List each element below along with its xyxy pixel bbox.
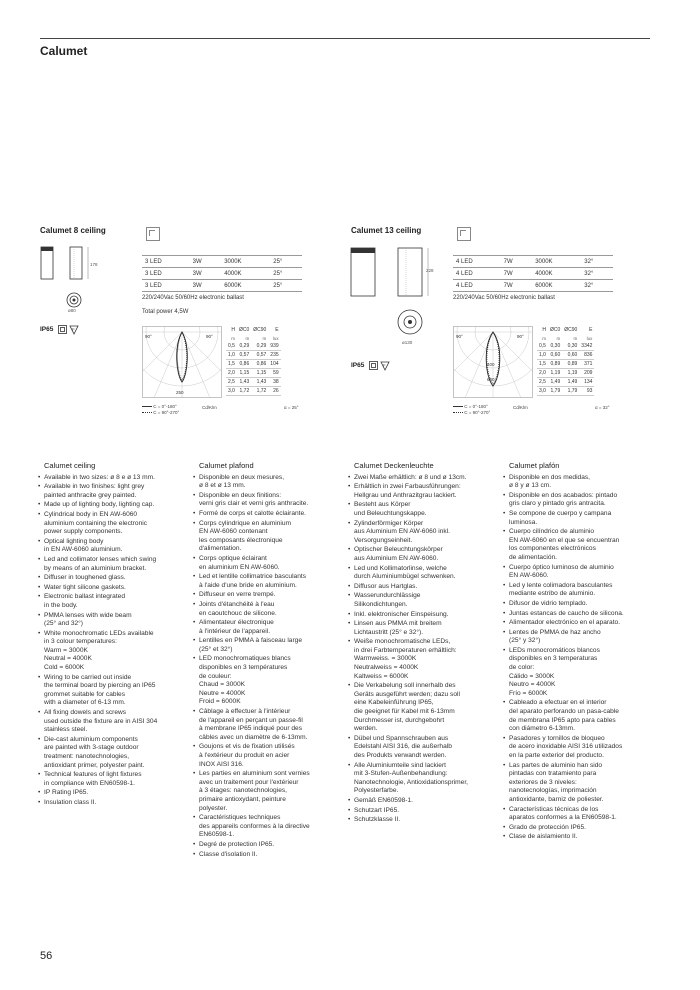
polar-label-right: 90° bbox=[517, 334, 524, 339]
feature-item: • Formé de corps et calotte éclairante. bbox=[193, 510, 333, 519]
photometric-units bbox=[537, 334, 594, 342]
photometric-row bbox=[537, 360, 594, 369]
photometric-row bbox=[537, 351, 594, 360]
feature-item: • Optical lighting body in EN AW-6060 aluminium. bbox=[38, 538, 178, 555]
spec-cell: 3000K bbox=[221, 256, 270, 268]
feature-item: • Available in two finishes: light grey painted anthracite grey painted. bbox=[38, 483, 178, 500]
feature-item: • All fixing dowels and screws used outside the fixture are in AISI 304 stainless steel. bbox=[38, 709, 178, 735]
product-title-8: Calumet 8 ceiling bbox=[40, 226, 106, 235]
feature-item: • Schutzklasse II. bbox=[348, 816, 488, 825]
photometric-row bbox=[226, 378, 281, 387]
photo-cell: 1,0 bbox=[539, 352, 546, 358]
polar-label-right: 90° bbox=[206, 334, 213, 339]
feature-item: • Disponible en dos acabados: pintado gris claro y pintado gris antracita. bbox=[503, 492, 643, 509]
feature-item: • Cableado a efectuar en el interior del aparato perforando un pasa-cable de membrana IP65 apto para cables con diámetro 6-13mm. bbox=[503, 699, 643, 733]
feature-item: • Inkl. elektronischer Einspeisung. bbox=[348, 611, 488, 620]
spec-cell: 7W bbox=[501, 268, 533, 280]
photometric-row bbox=[226, 387, 281, 396]
photo-cell: 371 bbox=[579, 360, 594, 369]
cd-label-8: Cd/Klm bbox=[202, 405, 217, 410]
feature-list bbox=[348, 474, 488, 825]
photo-cell: 26 bbox=[268, 387, 280, 396]
beam-angle-13: α = 32° bbox=[595, 405, 610, 410]
feature-item: • Lentes de PMMA de haz ancho (25° y 32°) bbox=[503, 629, 643, 646]
spec-cell: 6000K bbox=[532, 280, 581, 292]
polar-scale-label: 250 bbox=[176, 390, 184, 395]
column-title: Calumet ceiling bbox=[44, 461, 96, 470]
feature-item: • Erhältlich in zwei Farbausführungen: Hellgrau und Anthrazitgrau lackiert. bbox=[348, 483, 488, 500]
photo-cell: 0,29 bbox=[251, 342, 268, 351]
photo-cell: 1,49 bbox=[562, 378, 579, 387]
svg-text:F: F bbox=[383, 362, 386, 368]
feature-item: • LEDs monocromáticos blancos disponibles en 3 temperaturas de color: Cálido = 3000K Neutro = 4000K Frío = 6000K bbox=[503, 647, 643, 699]
feature-list bbox=[503, 474, 643, 842]
header-cell: H bbox=[542, 327, 546, 333]
feature-item: • Grado de protección IP65. bbox=[503, 824, 643, 833]
ip-rating-13: IP65 bbox=[351, 362, 365, 369]
feature-item: • Joints d'étanchéité à l'eau en caoutchouc de silicone. bbox=[193, 601, 333, 618]
feature-item: • Pasadores y tornillos de bloqueo de acero inoxidable AISI 316 utilizados en la parte exterior del producto. bbox=[503, 735, 643, 761]
photometric-header bbox=[226, 326, 281, 334]
photo-cell: 3342 bbox=[581, 343, 593, 349]
polar-curve-8 bbox=[142, 326, 222, 398]
feature-item: • Water tight silicone gaskets. bbox=[38, 584, 178, 593]
photo-cell: 1,43 bbox=[251, 378, 268, 387]
photo-cell: 0,60 bbox=[548, 351, 562, 360]
feature-item: • Degré de protection IP65. bbox=[193, 841, 333, 850]
unit-cell: lux bbox=[586, 335, 593, 341]
spec-cell: 25° bbox=[270, 268, 302, 280]
photo-cell: 1,15 bbox=[237, 369, 251, 378]
diameter-dimension: ø80 bbox=[68, 308, 76, 313]
column-title: Calumet Deckenleuchte bbox=[354, 461, 434, 470]
spec-cell: 3W bbox=[190, 256, 222, 268]
polar-scale-label: 600 bbox=[487, 377, 495, 382]
feature-item: • Dübel und Spannschrauben aus Edelstahl AISI 316, die außerhalb des Produkts verwandt werden. bbox=[348, 735, 488, 761]
feature-item: • Cylindrical body in EN AW-6060 aluminium containing the electronic power supply components. bbox=[38, 511, 178, 537]
spec-cell: 4 LED bbox=[453, 280, 501, 292]
height-dimension: 178 bbox=[90, 262, 98, 267]
feature-item: • Se compone de cuerpo y campana luminosa. bbox=[503, 510, 643, 527]
feature-list bbox=[38, 474, 178, 808]
photo-cell: 0,29 bbox=[237, 342, 251, 351]
unit-cell: m bbox=[542, 335, 546, 341]
spec-cell: 3W bbox=[190, 268, 222, 280]
height-dimension: 228 bbox=[426, 268, 434, 273]
photo-cell: 0,57 bbox=[251, 351, 268, 360]
photo-cell: 2,5 bbox=[539, 379, 546, 385]
feature-item: • Die Verkabelung soll innerhalb des Geräts ausgeführt werden; dazu soll eine Kabeleinführung IP65, die geeignet für Kabel mit 6-13mm Durchmesser ist, durchgebohrt werden. bbox=[348, 682, 488, 734]
photo-cell: 1,19 bbox=[548, 369, 562, 378]
polar-label-left: 90° bbox=[145, 334, 152, 339]
photo-cell: 1,15 bbox=[251, 369, 268, 378]
ceiling-mount-icon bbox=[457, 227, 471, 241]
feature-item: • Características técnicas de los aparatos conformes a la EN60598-1. bbox=[503, 806, 643, 823]
feature-item: • IP Rating IP65. bbox=[38, 789, 178, 798]
column-title: Calumet plafond bbox=[199, 461, 254, 470]
feature-item: • Alimentador electrónico en el aparato. bbox=[503, 619, 643, 628]
spec-cell: 32° bbox=[581, 280, 613, 292]
feature-item: • Caractéristiques techniques des appareils conformes à la directive EN60598-1. bbox=[193, 814, 333, 840]
spec-row bbox=[453, 280, 613, 292]
product-title-13: Calumet 13 ceiling bbox=[351, 226, 422, 235]
spec-cell: 6000K bbox=[221, 280, 270, 292]
feature-item: • Schutzart IP65. bbox=[348, 807, 488, 816]
feature-item: • Clase de aislamiento II. bbox=[503, 833, 643, 842]
photometric-row bbox=[226, 351, 281, 360]
photo-cell: 3,0 bbox=[228, 388, 235, 394]
spec-cell: 3 LED bbox=[142, 280, 190, 292]
feature-item: • Electronic ballast integrated in the body. bbox=[38, 593, 178, 610]
feature-item: • White monochromatic LEDs available in 3 colour temperatures: Warm = 3000K Neutral = 4000K Cold = 6000K bbox=[38, 630, 178, 673]
spec-table-13 bbox=[453, 255, 613, 292]
total-power-note: Total power 4,5W bbox=[142, 309, 189, 315]
photo-cell: 0,86 bbox=[251, 360, 268, 369]
photo-cell: 2,5 bbox=[228, 379, 235, 385]
legend-8 bbox=[142, 404, 179, 416]
feature-item: • Disponible en deux mesures, ø 8 et ø 13 mm. bbox=[193, 474, 333, 491]
photometric-row bbox=[226, 342, 281, 351]
feature-list bbox=[193, 474, 333, 860]
feature-item: • Disponible en deux finitions: verni gris clair et verni gris anthracite. bbox=[193, 492, 333, 509]
unit-cell: m bbox=[245, 335, 250, 341]
feature-item: • Cuerpo óptico luminoso de aluminio EN AW-6060. bbox=[503, 564, 643, 581]
header-cell: E bbox=[589, 327, 593, 333]
photo-cell: 235 bbox=[270, 352, 279, 358]
spec-table-8 bbox=[142, 255, 302, 292]
photo-cell: 0,89 bbox=[548, 360, 562, 369]
feature-item: • Optischer Beleuchtungskörper aus Aluminium EN AW-6060. bbox=[348, 546, 488, 563]
photo-cell: 939 bbox=[270, 343, 279, 349]
spec-cell: 32° bbox=[581, 268, 613, 280]
feature-item: • PMMA lenses with wide beam (25° and 32°) bbox=[38, 612, 178, 629]
unit-cell: m bbox=[262, 335, 267, 341]
photo-cell: 0,57 bbox=[237, 351, 251, 360]
header-cell: E bbox=[275, 327, 279, 333]
feature-item: • Classe d'isolation II. bbox=[193, 851, 333, 860]
column-title: Calumet plafón bbox=[509, 461, 560, 470]
photo-cell: 38 bbox=[268, 378, 280, 387]
legend-dotted: C = 90°-270° bbox=[464, 410, 491, 415]
photometric-row bbox=[537, 342, 594, 351]
polar-curve-13 bbox=[453, 326, 533, 398]
photo-cell: 2,0 bbox=[228, 370, 235, 376]
feature-item: • Alimentateur électronique à l'intérieur de l'appareil. bbox=[193, 619, 333, 636]
spec-cell: 3W bbox=[190, 280, 222, 292]
photo-cell: 1,5 bbox=[228, 361, 235, 367]
photo-cell: 59 bbox=[268, 369, 280, 378]
column-english bbox=[38, 462, 178, 809]
feature-item: • Zylinderförmiger Körper aus Aluminium EN AW-6060 inkl. Versorgungseinheit. bbox=[348, 520, 488, 546]
feature-item: • Led y lente colimadora basculantes mediante estribo de aluminio. bbox=[503, 582, 643, 599]
feature-item: • Les parties en aluminium sont vernies avec un traitement pour l'extérieur à 3 étages: nanotechnologies, primaire antioxydant, peinture polyester. bbox=[193, 770, 333, 813]
spec-cell: 32° bbox=[581, 256, 613, 268]
column-french bbox=[193, 462, 333, 860]
page-title: Calumet bbox=[40, 44, 88, 58]
ip-rating-8: IP65 bbox=[40, 326, 54, 333]
photometric-table-8 bbox=[226, 326, 281, 396]
column-spanish bbox=[503, 462, 643, 843]
legend-solid: C = 0°-180° bbox=[153, 404, 177, 409]
spec-row bbox=[453, 256, 613, 268]
feature-item: • Lentilles en PMMA à faisceau large (25° et 32°) bbox=[193, 637, 333, 654]
feature-item: • Made up of lighting body, lighting cap. bbox=[38, 501, 178, 510]
feature-item: • Led and collimator lenses which swing by means of an aluminium bracket. bbox=[38, 556, 178, 573]
feature-item: • Cuerpo cilíndrico de aluminio EN AW-6060 en el que se encuentran los componentes electrónicos de alimentación. bbox=[503, 528, 643, 562]
spec-cell: 25° bbox=[270, 280, 302, 292]
feature-item: • Insulation class II. bbox=[38, 799, 178, 808]
photo-cell: 1,19 bbox=[562, 369, 579, 378]
photo-cell: 0,89 bbox=[562, 360, 579, 369]
feature-item: • Led et lentille collimatrice basculants à l'aide d'une bride en aluminium. bbox=[193, 573, 333, 590]
unit-cell: lux bbox=[272, 335, 279, 341]
feature-item: • Besteht aus Körper und Beleuchtungskappe. bbox=[348, 501, 488, 518]
feature-item: • Die-cast aluminium components are painted with 3-stage outdoor treatment: nanotechnologies, antioxidant primer, polyester paint. bbox=[38, 736, 178, 770]
feature-item: • Zwei Maße erhältlich: ø 8 und ø 13cm. bbox=[348, 474, 488, 483]
feature-item: • Technical features of light fixtures in compliance with EN60598-1. bbox=[38, 771, 178, 788]
unit-cell: m bbox=[231, 335, 235, 341]
feature-item: • Juntas estancas de caucho de silicona. bbox=[503, 610, 643, 619]
spec-row bbox=[142, 256, 302, 268]
feature-item: • Gemäß EN60598-1. bbox=[348, 797, 488, 806]
ballast-note-8: 220/240Vac 50/60Hz electronic ballast bbox=[142, 295, 244, 301]
photo-cell: 0,30 bbox=[548, 342, 562, 351]
feature-item: • Diffusor aus Hartglas. bbox=[348, 583, 488, 592]
header-cell: H bbox=[231, 327, 235, 333]
ballast-note-13: 220/240Vac 50/60Hz electronic ballast bbox=[453, 295, 555, 301]
feature-item: • Corps optique éclairant en aluminium EN AW-6060. bbox=[193, 555, 333, 572]
spec-row bbox=[142, 280, 302, 292]
photo-cell: 1,5 bbox=[539, 361, 546, 367]
photo-cell: 0,86 bbox=[237, 360, 251, 369]
page-number: 56 bbox=[40, 950, 53, 962]
photo-cell: 104 bbox=[270, 361, 279, 367]
spec-cell: 3 LED bbox=[142, 256, 190, 268]
feature-item: • Led und Kollimatorlinse, welche durch Aluminiumbügel schwenken. bbox=[348, 565, 488, 582]
photo-cell: 0,5 bbox=[228, 343, 235, 349]
feature-item: • Linsen aus PMMA mit breitem Lichtaustritt (25° e 32°). bbox=[348, 620, 488, 637]
diameter-dimension: ø130 bbox=[402, 340, 413, 345]
feature-item: • Alle Aluminiumteile sind lackiert mit 3-Stufen-Außenbehandlung: Nanotechnologie, Antioxidationsprimer, Polyesterfarbe. bbox=[348, 762, 488, 796]
photo-cell: 1,79 bbox=[548, 387, 562, 396]
photo-cell: 836 bbox=[579, 351, 594, 360]
photometric-table-13 bbox=[537, 326, 594, 396]
column-german bbox=[348, 462, 488, 826]
header-cell: ØC0 bbox=[238, 327, 250, 333]
photo-cell: 134 bbox=[579, 378, 594, 387]
photo-cell: 1,72 bbox=[237, 387, 251, 396]
feature-item: • LED monochromatiques blancs disponibles en 3 températures de couleur: Chaud = 3000K Neutre = 4000K Froid = 6000K bbox=[193, 655, 333, 707]
spec-row bbox=[142, 268, 302, 280]
spec-cell: 4 LED bbox=[453, 268, 501, 280]
photometric-header bbox=[537, 326, 594, 334]
cd-label-13: Cd/Klm bbox=[513, 405, 528, 410]
feature-item: • Diffuseur en verre trempé. bbox=[193, 591, 333, 600]
photometric-row bbox=[226, 369, 281, 378]
unit-cell: m bbox=[573, 335, 578, 341]
photo-cell: 1,49 bbox=[548, 378, 562, 387]
header-cell: ØC0 bbox=[549, 327, 561, 333]
photo-cell: 1,0 bbox=[228, 352, 235, 358]
unit-cell: m bbox=[556, 335, 561, 341]
legend-13 bbox=[453, 404, 490, 416]
spec-cell: 25° bbox=[270, 256, 302, 268]
feature-item: • Disponible en dos medidas, ø 8 y ø 13 cm. bbox=[503, 474, 643, 491]
legend-dotted: C = 90°-270° bbox=[153, 410, 180, 415]
photometric-row bbox=[537, 378, 594, 387]
feature-item: • Difusor de vidrio templado. bbox=[503, 600, 643, 609]
feature-item: • Câblage à effectuer à l'intérieur de l'appareil en perçant un passe-fil à membrane IP65 indiqué pour des câbles avec un diamètre de 6-13mm. bbox=[193, 708, 333, 742]
fixture-drawing-8 bbox=[38, 244, 108, 316]
feature-item: • Wasserundurchlässige Silikondichtungen. bbox=[348, 592, 488, 609]
feature-item: • Available in two sizes: ø 8 e ø 13 mm. bbox=[38, 474, 178, 483]
beam-angle-8: α = 25° bbox=[284, 405, 299, 410]
spec-cell: 4000K bbox=[221, 268, 270, 280]
photo-cell: 93 bbox=[579, 387, 594, 396]
photo-cell: 1,79 bbox=[562, 387, 579, 396]
photo-cell: 2,0 bbox=[539, 370, 546, 376]
spec-cell: 4000K bbox=[532, 268, 581, 280]
photo-cell: 3,0 bbox=[539, 388, 546, 394]
feature-item: • Goujons et vis de fixation utilisés à l'extérieur du produit en acier INOX AISI 316. bbox=[193, 743, 333, 769]
photo-cell: 209 bbox=[579, 369, 594, 378]
photometric-units bbox=[226, 334, 281, 342]
photometric-row bbox=[537, 387, 594, 396]
feature-item: • Diffuser in toughened glass. bbox=[38, 574, 178, 583]
polar-label-left: 90° bbox=[456, 334, 463, 339]
spec-cell: 7W bbox=[501, 280, 533, 292]
spec-cell: 3000K bbox=[532, 256, 581, 268]
header-cell: ØC90 bbox=[253, 327, 267, 333]
photo-cell: 0,5 bbox=[539, 343, 546, 349]
header-cell: ØC90 bbox=[564, 327, 578, 333]
polar-scale-label: 400 bbox=[487, 362, 495, 367]
photometric-row bbox=[226, 360, 281, 369]
header-rule bbox=[40, 38, 650, 39]
spec-cell: 4 LED bbox=[453, 256, 501, 268]
feature-item: • Las partes de aluminio han sido pintadas con tratamiento para exteriores de 3 niveles: nanotecnologías, imprimación antioxidante, barniz de poliester. bbox=[503, 762, 643, 805]
spec-row bbox=[453, 268, 613, 280]
spec-cell: 3 LED bbox=[142, 268, 190, 280]
svg-text:F: F bbox=[72, 326, 75, 332]
photo-cell: 0,60 bbox=[562, 351, 579, 360]
feature-item: • Wiring to be carried out inside the terminal board by piercing an IP65 grommet suitable for cables with a diameter of 6-13 mm. bbox=[38, 674, 178, 708]
legend-solid: C = 0°-180° bbox=[464, 404, 488, 409]
photo-cell: 1,72 bbox=[251, 387, 268, 396]
class-ii-icon bbox=[58, 325, 82, 335]
photo-cell: 0,30 bbox=[562, 342, 579, 351]
class-ii-icon bbox=[369, 361, 393, 371]
feature-item: • Corps cylindrique en aluminium EN AW-6060 contenant les composants électronique d'alimentation. bbox=[193, 520, 333, 554]
fixture-drawing-13 bbox=[348, 244, 438, 348]
photo-cell: 1,43 bbox=[237, 378, 251, 387]
spec-cell: 7W bbox=[501, 256, 533, 268]
feature-item: • Weiße monochromatische LEDs, in drei Farbtemperaturen erhältlich: Warmweiss. = 3000K Neutralweiss = 4000K Kaltweiss = 6000K bbox=[348, 638, 488, 681]
photometric-row bbox=[537, 369, 594, 378]
ceiling-mount-icon bbox=[146, 227, 160, 241]
